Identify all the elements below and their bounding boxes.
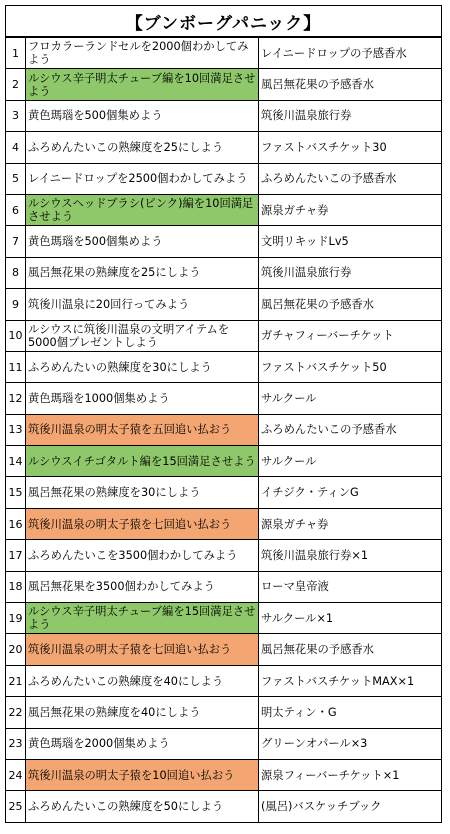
mission-task: ふろめんたいこの熟練度を40にしよう [26,665,259,696]
mission-task: 風呂無花果を3500個わかしてみよう [26,571,259,602]
mission-reward: レイニードロップの予感香水 [259,38,442,69]
mission-reward: 風呂無花果の予感香水 [259,289,442,320]
table-row [6,728,442,759]
table-row [6,508,442,539]
mission-task: ルシウスに筑後川温泉の文明アイテムを5000個プレゼントしよう [26,320,259,351]
mission-task: 風呂無花果の熟練度を40にしよう [26,697,259,728]
row-number: 10 [6,320,26,351]
mission-reward: ガチャフィーバーチケット [259,320,442,351]
table-row [6,571,442,602]
table-row [6,100,442,131]
row-number: 8 [6,257,26,288]
mission-reward: ふろめんたいこの予感香水 [259,163,442,194]
mission-task: ルシウスイチゴタルト編を15回満足させよう [26,446,259,477]
row-number: 25 [6,791,26,822]
row-number: 4 [6,132,26,163]
mission-task: 風呂無花果の熟練度を25にしよう [26,257,259,288]
mission-reward: 筑後川温泉旅行券×1 [259,540,442,571]
mission-task: ルシウス辛子明太チューブ編を10回満足させよう [26,69,259,100]
sheet-title: 【ブンボーグパニック】 [5,5,442,37]
mission-task: ふろめんたいの熟練度を30にしよう [26,351,259,382]
mission-task: 筑後川温泉の明太子猿を五回追い払おう [26,414,259,445]
row-number: 12 [6,383,26,414]
table-row [6,383,442,414]
mission-task: 風呂無花果の熟練度を30にしよう [26,477,259,508]
mission-task: 筑後川温泉の明太子猿を七回追い払おう [26,634,259,665]
mission-reward: サルクール×1 [259,603,442,634]
mission-reward: 源泉フィーバーチケット×1 [259,759,442,790]
row-number: 18 [6,571,26,602]
mission-task: 筑後川温泉に20回行ってみよう [26,289,259,320]
table-row [6,257,442,288]
mission-reward: ファストバスチケットMAX×1 [259,665,442,696]
table-row [6,697,442,728]
mission-reward: (風呂)バスケッチブック [259,791,442,822]
mission-task: ふろめんたいこの熟練度を50にしよう [26,791,259,822]
row-number: 5 [6,163,26,194]
mission-reward: 風呂無花果の予感香水 [259,634,442,665]
mission-reward: ふろめんたいこの予感香水 [259,414,442,445]
mission-reward: サルクール [259,446,442,477]
table-row [6,351,442,382]
table-row [6,791,442,822]
mission-task: ルシウス辛子明太チューブ編を15回満足させよう [26,603,259,634]
row-number: 1 [6,38,26,69]
mission-task: 黄色瑪瑙を2000個集めよう [26,728,259,759]
table-row [6,759,442,790]
row-number: 14 [6,446,26,477]
row-number: 24 [6,759,26,790]
mission-reward: イチジク・ティンG [259,477,442,508]
table-row [6,226,442,257]
table-row [6,665,442,696]
mission-task: ふろめんたいこの熟練度を25にしよう [26,132,259,163]
row-number: 13 [6,414,26,445]
row-number: 17 [6,540,26,571]
row-number: 11 [6,351,26,382]
row-number: 2 [6,69,26,100]
table-row [6,477,442,508]
mission-reward: 筑後川温泉旅行券 [259,100,442,131]
row-number: 20 [6,634,26,665]
table-row [6,414,442,445]
table-row [6,194,442,225]
mission-task: フロカラーランドセルを2000個わかしてみよう [26,38,259,69]
table-row [6,446,442,477]
mission-task: ふろめんたいこを3500個わかしてみよう [26,540,259,571]
table-row [6,540,442,571]
mission-task: 筑後川温泉の明太子猿を七回追い払おう [26,508,259,539]
row-number: 19 [6,603,26,634]
mission-rows [6,38,442,823]
mission-reward: ファストバスチケット50 [259,351,442,382]
mission-reward: 源泉ガチャ券 [259,508,442,539]
mission-task: ルシウスヘッドブラシ(ピンク)編を10回満足させよう [26,194,259,225]
row-number: 16 [6,508,26,539]
mission-reward: 風呂無花果の予感香水 [259,69,442,100]
table-row [6,320,442,351]
mission-reward: ファストバスチケット30 [259,132,442,163]
mission-reward: ローマ皇帝液 [259,571,442,602]
table-row [6,132,442,163]
table-row [6,163,442,194]
mission-sheet [5,5,442,823]
mission-task: 黄色瑪瑙を1000個集めよう [26,383,259,414]
row-number: 23 [6,728,26,759]
row-number: 15 [6,477,26,508]
table-row [6,38,442,69]
row-number: 9 [6,289,26,320]
mission-task: 黄色瑪瑙を500個集めよう [26,100,259,131]
row-number: 3 [6,100,26,131]
row-number: 7 [6,226,26,257]
mission-reward: 源泉ガチャ券 [259,194,442,225]
row-number: 22 [6,697,26,728]
mission-reward: 文明リキッドLv5 [259,226,442,257]
table-row [6,69,442,100]
mission-table [5,37,442,823]
mission-reward: 筑後川温泉旅行券 [259,257,442,288]
row-number: 6 [6,194,26,225]
mission-reward: サルクール [259,383,442,414]
table-row [6,634,442,665]
mission-reward: 明太ティン・G [259,697,442,728]
table-row [6,289,442,320]
row-number: 21 [6,665,26,696]
table-row [6,603,442,634]
mission-reward: グリーンオパール×3 [259,728,442,759]
mission-task: レイニードロップを2500個わかしてみよう [26,163,259,194]
mission-task: 筑後川温泉の明太子猿を10回追い払おう [26,759,259,790]
mission-task: 黄色瑪瑙を500個集めよう [26,226,259,257]
